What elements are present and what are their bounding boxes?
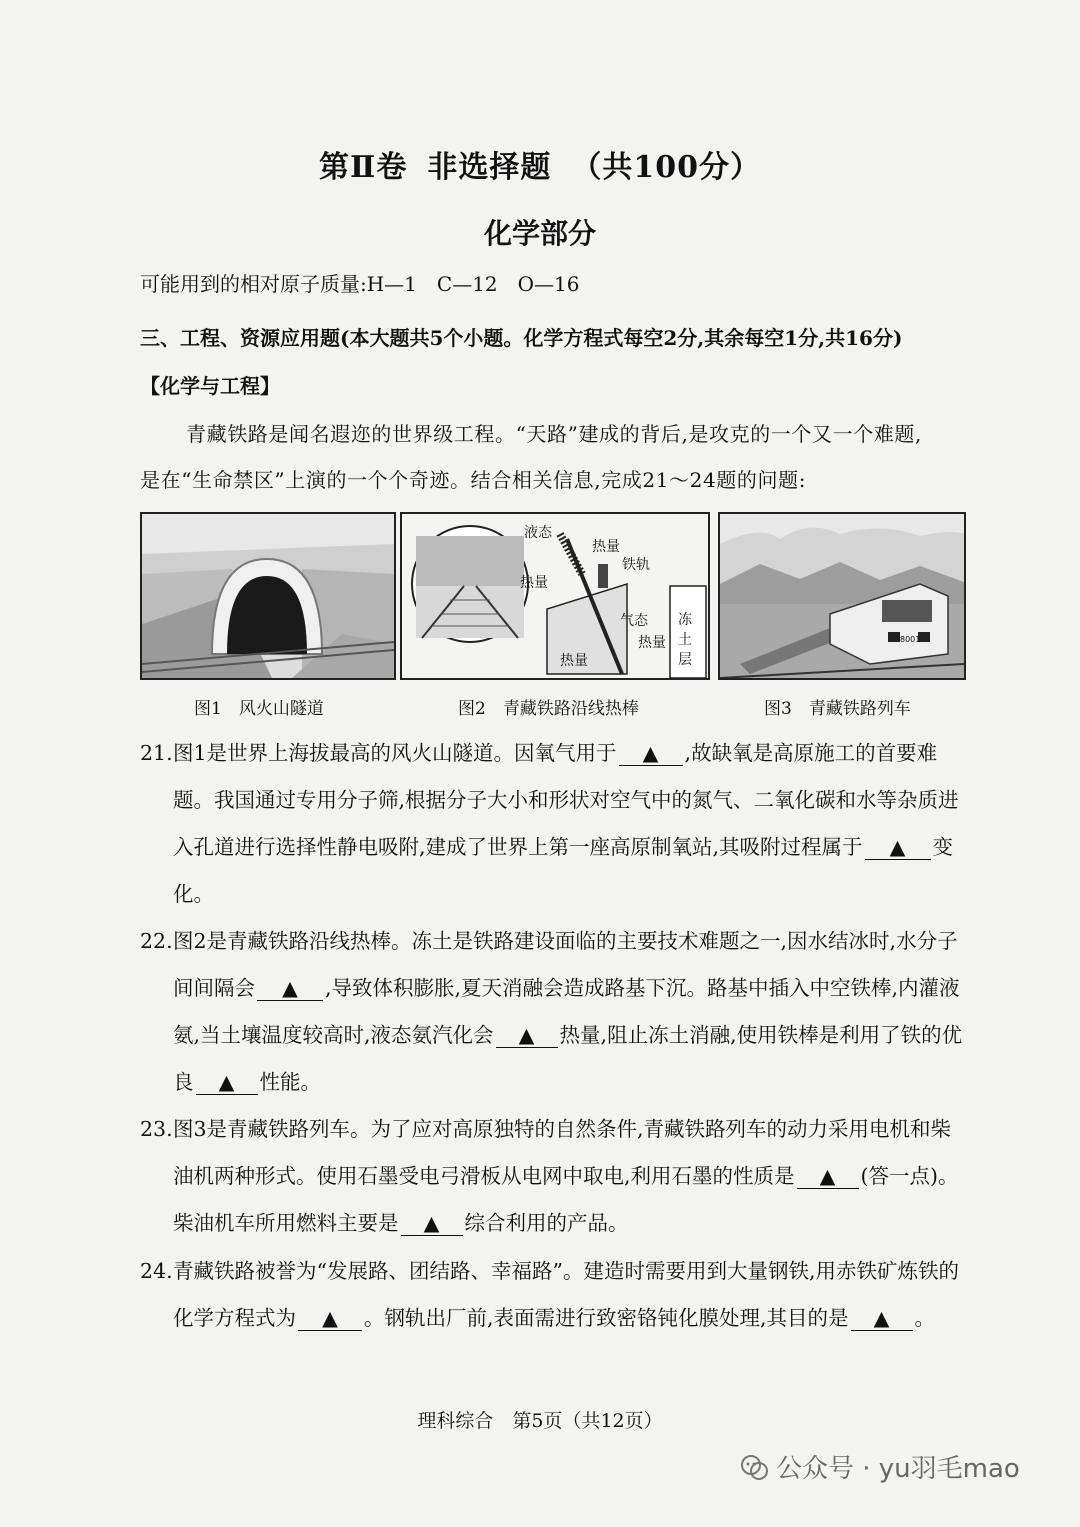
label-gas: 气态 [620,613,648,629]
watermark-text: 公众号 · yu羽毛mao [776,1454,1020,1484]
wechat-icon [740,1453,770,1483]
question-number: 24. [140,1259,173,1283]
tunnel-illustration [142,514,394,678]
section-subtitle: 化学部分 [483,217,596,250]
intro-line-2: 是在“生命禁区”上演的一个个奇迹。结合相关信息,完成21～24题的问题: [140,468,807,492]
section-heading: 三、工程、资源应用题(本大题共5个小题。化学方程式每空2分,其余每空1分,共16分) [140,326,903,350]
train-illustration [720,514,964,678]
answer-blank[interactable]: ▲ [619,741,683,766]
answer-blank[interactable]: ▲ [298,1306,362,1331]
caption-figure-2: 图2 青藏铁路沿线热棒 [458,699,639,719]
question-number: 22. [140,929,173,953]
label-heat-bottom: 热量 [560,653,588,669]
intro-line-1: 青藏铁路是闻名遐迩的世界级工程。“天路”建成的背后,是攻克的一个又一个难题, [186,422,922,446]
question-23: 23. 图3是青藏铁路列车。为了应对高原独特的自然条件,青藏铁路列车的动力采用电机和柴油机两种形式。使用石墨受电弓滑板从电网中取电,利用石墨的性质是 ▲ (答一点)。柴油机车所用燃料主要是 ▲ 综合利用的产品。 [140,1106,970,1247]
answer-blank[interactable]: ▲ [401,1211,463,1236]
figure-1-tunnel-photo [140,512,396,680]
caption-figure-3: 图3 青藏铁路列车 [764,699,911,719]
page-footer: 理科综合 第5页（共12页） [417,1410,663,1432]
label-heat-mid: 热量 [638,635,666,651]
question-24: 24. 青藏铁路被誉为“发展路、团结路、幸福路”。建造时需要用到大量钢铁,用赤铁矿炼铁的化学方程式为 ▲ 。钢轨出厂前,表面需进行致密铬钝化膜处理,其目的是 ▲ 。 [140,1248,970,1342]
train-number-plate: 8001 [900,635,921,644]
paper-title: 第Ⅱ卷 非选择题 （共100分） [319,150,761,185]
label-rail: 铁轨 [622,557,650,573]
figure-2-heat-rod-diagram [400,512,710,680]
answer-blank[interactable]: ▲ [196,1070,258,1095]
label-liquid: 液态 [524,525,552,541]
answer-blank[interactable]: ▲ [851,1306,913,1331]
question-number: 21. [140,741,173,765]
question-21: 21. 图1是世界上海拔最高的风火山隧道。因氧气用于 ▲ ,故缺氧是高原施工的首要难题。我国通过专用分子筛,根据分子大小和形状对空气中的氮气、二氧化碳和水等杂质进入孔道进行选择性静电吸附,建成了世界上第一座高原制氧站,其吸附过程属于 ▲ 变化。 [140,730,970,918]
topic-tag: 【化学与工程】 [140,374,280,398]
watermark [740,1448,1020,1485]
question-22: 22. 图2是青藏铁路沿线热棒。冻土是铁路建设面临的主要技术难题之一,因水结冰时,水分子间间隔会 ▲ ,导致体积膨胀,夏天消融会造成路基下沉。路基中插入中空铁棒,内灌液氨,当土壤温度较高时,液态氨汽化会 ▲ 热量,阻止冻土消融,使用铁棒是利用了铁的优良 ▲ 性能。 [140,918,970,1106]
heat-rod-illustration [402,514,708,678]
answer-blank[interactable]: ▲ [257,976,323,1001]
label-heat-left: 热量 [520,575,548,591]
label-heat-top: 热量 [592,539,620,555]
question-number: 23. [140,1117,173,1141]
caption-figure-1: 图1 风火山隧道 [194,699,324,719]
answer-blank[interactable]: ▲ [865,835,931,860]
answer-blank[interactable]: ▲ [797,1164,859,1189]
figure-3-train-photo [718,512,966,680]
label-permafrost: 冻土层 [678,612,692,668]
answer-blank[interactable]: ▲ [496,1023,558,1048]
atomic-masses-note: 可能用到的相对原子质量:H—1 C—12 O—16 [140,272,580,296]
